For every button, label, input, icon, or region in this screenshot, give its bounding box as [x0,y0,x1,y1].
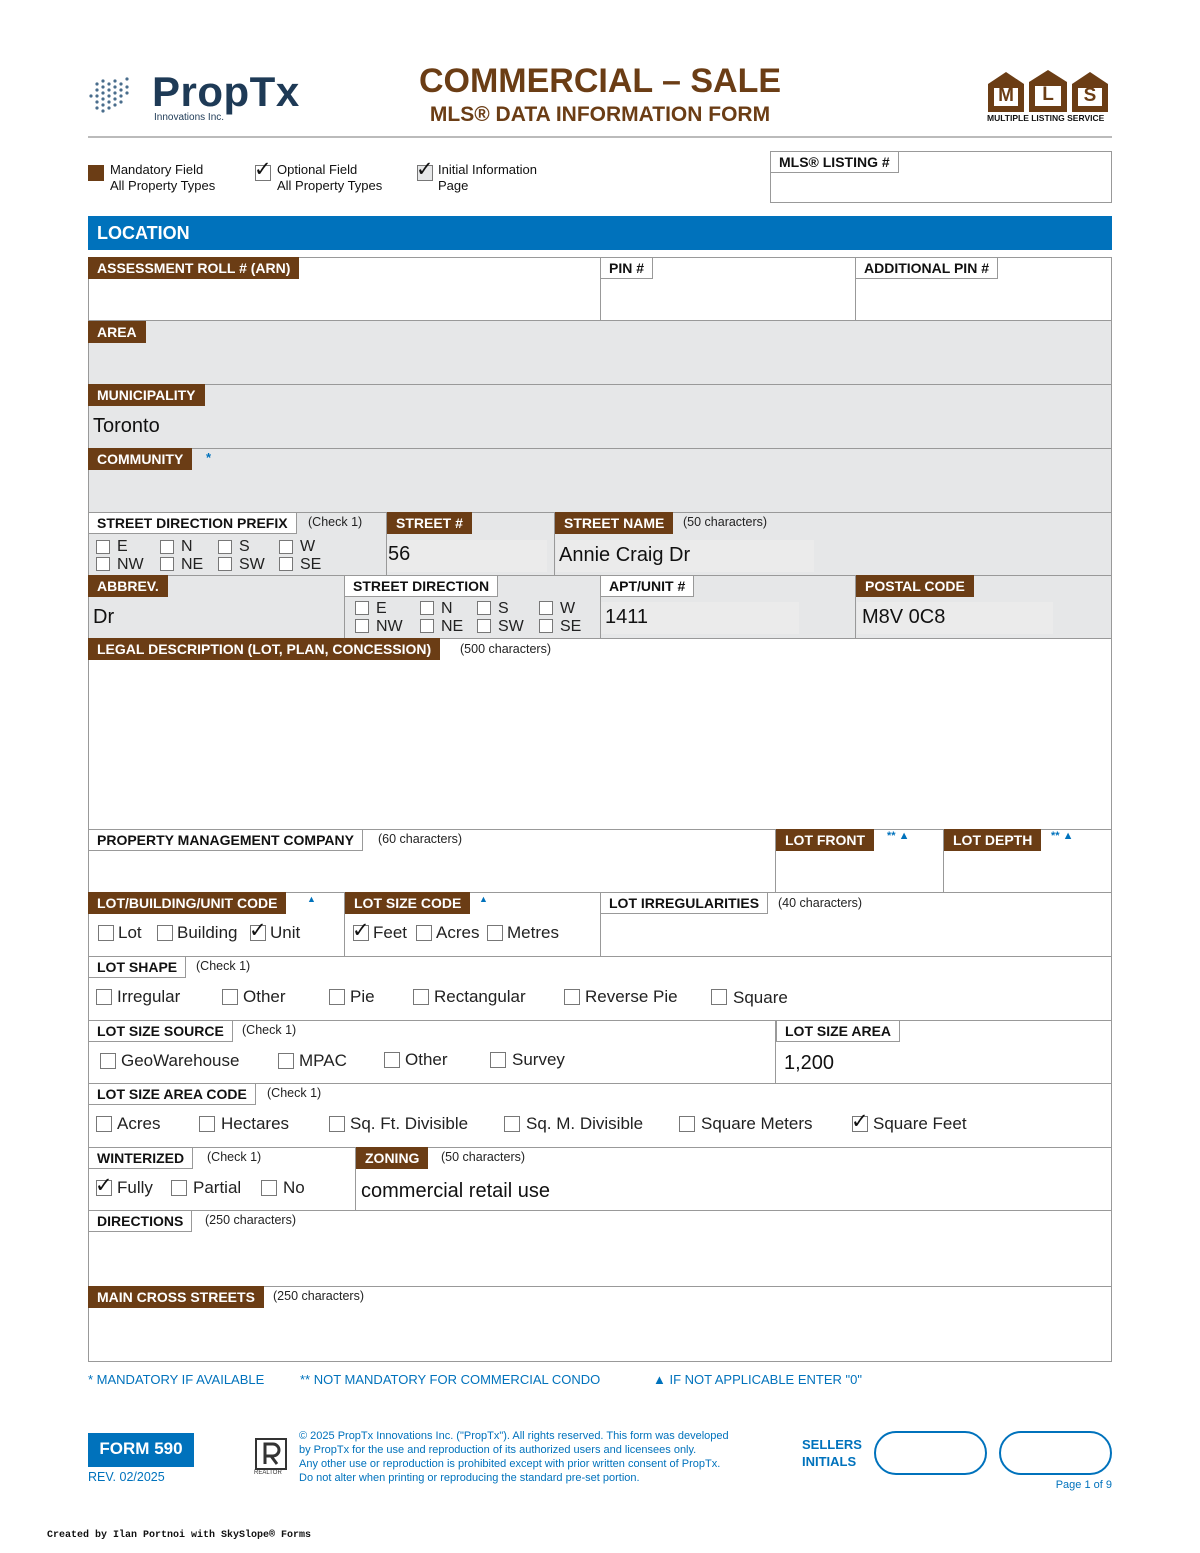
sqm-divisible-checkbox[interactable] [504,1116,520,1132]
dir-s-label: S [498,600,509,617]
partial-checkbox[interactable] [171,1180,187,1196]
square-meters-checkbox[interactable] [679,1116,695,1132]
realtor-caption: REALTOR [254,1470,282,1476]
page-number: Page 1 of 9 [1055,1479,1112,1491]
mls-letter-l: L [1042,84,1054,105]
prop-mgmt-note: (60 characters) [378,832,463,846]
abbrev-value[interactable]: Dr [93,606,115,628]
lot-checkbox[interactable] [98,925,114,941]
prop-mgmt-label: PROPERTY MANAGEMENT COMPANY [88,829,363,851]
realtor-logo [254,1438,288,1478]
dir-se-label: SE [560,618,582,635]
irregular-label: Irregular [117,987,181,1006]
apt-unit-value[interactable]: 1411 [605,606,649,628]
square-feet-label: Square Feet [873,1114,967,1133]
logo-sub: Innovations Inc. [154,112,225,123]
zoning-note: (50 characters) [441,1150,526,1164]
zoning-label: ZONING [356,1147,428,1169]
prefix-dir-se-label: SE [300,556,322,573]
prefix-dir-se-checkbox[interactable] [279,557,293,571]
lot-front-label: LOT FRONT [776,829,874,851]
footnote-not-mandatory: ** NOT MANDATORY FOR COMMERCIAL CONDO [300,1372,601,1387]
source-other-checkbox[interactable] [384,1052,400,1068]
pie-label: Pie [350,987,375,1006]
copyright-line-3: Any other use or reproduction is prohibited except with prior written consent of PropTx. [299,1458,721,1470]
legend-initial-1: Initial Information [438,162,537,177]
square-meters-label: Square Meters [701,1114,813,1133]
dir-w-checkbox[interactable] [539,601,553,615]
street-num-label: STREET # [387,512,472,534]
acres-checkbox-label: Acres [436,923,480,942]
municipality-label: MUNICIPALITY [88,384,205,406]
location-section-title: LOCATION [97,223,190,243]
copyright-line-2: by PropTx for the use and reproduction of its authorized users and licensees only. [299,1444,697,1456]
legal-desc-label: LEGAL DESCRIPTION (LOT, PLAN, CONCESSION) [88,638,440,660]
survey-checkbox[interactable] [490,1052,506,1068]
legend-mandatory-2: All Property Types [110,178,216,193]
lot-depth-mark: ** ▲ [1051,830,1074,842]
legend-initial-2: Page [438,178,469,193]
feet-checkmark-icon: ✓ [352,919,370,942]
reverse-pie-label: Reverse Pie [585,987,678,1006]
logo-name: PropTx [152,68,300,115]
survey-label: Survey [512,1050,565,1069]
dir-sw-checkbox[interactable] [477,619,491,633]
dir-n-checkbox[interactable] [420,601,434,615]
prefix-dir-n-checkbox[interactable] [160,540,174,554]
square-feet-checkmark-icon: ✓ [851,1110,869,1133]
code-acres-checkbox[interactable] [96,1116,112,1132]
dir-n-label: N [441,600,453,617]
legal-desc-cell[interactable] [88,638,1112,830]
prefix-dir-ne-checkbox[interactable] [160,557,174,571]
geowarehouse-checkbox[interactable] [100,1053,116,1069]
legend-mandatory-1: Mandatory Field [110,162,204,177]
main-cross-label: MAIN CROSS STREETS [88,1286,264,1308]
mls-logo [985,70,1113,126]
sqft-divisible-checkbox[interactable] [329,1116,345,1132]
code-acres-label: Acres [117,1114,161,1133]
dir-ne-label: NE [441,618,464,635]
directions-label: DIRECTIONS [88,1210,192,1232]
prefix-dir-sw-checkbox[interactable] [218,557,232,571]
pie-checkbox[interactable] [329,989,345,1005]
prefix-dir-e-label: E [117,538,128,555]
reverse-pie-checkbox[interactable] [564,989,580,1005]
sqm-divisible-label: Sq. M. Divisible [526,1114,644,1133]
unit-checkbox-label: Unit [270,923,301,942]
feet-checkbox-label: Feet [373,923,408,942]
dots-logo-icon [88,76,132,116]
shape-other-label: Other [243,987,286,1006]
partial-label: Partial [193,1178,242,1197]
header-rule [88,136,1112,138]
lot-size-code-mark: ▲ [479,894,488,904]
dir-s-checkbox[interactable] [477,601,491,615]
street-num-value[interactable]: 56 [388,543,411,565]
lot-irregularities-label: LOT IRREGULARITIES [600,892,768,914]
community-label: COMMUNITY [88,448,192,470]
sellers-initials-label-2: INITIALS [802,1454,857,1469]
lot-size-area-code-label: LOT SIZE AREA CODE [88,1083,256,1105]
rectangular-checkbox[interactable] [413,989,429,1005]
prefix-dir-sw-label: SW [239,556,265,573]
lot-shape-label: LOT SHAPE [88,956,186,978]
unit-checkmark-icon: ✓ [249,919,267,942]
additional-pin-label: ADDITIONAL PIN # [855,257,998,279]
lot-depth-label: LOT DEPTH [944,829,1041,851]
square-checkbox[interactable] [711,989,727,1005]
sellers-initials-label-1: SELLERS [802,1437,862,1452]
street-dir-prefix-note: (Check 1) [308,515,363,529]
street-num-field[interactable] [387,540,547,572]
postal-code-label: POSTAL CODE [856,575,974,597]
source-other-label: Other [405,1050,448,1069]
dir-ne-checkbox[interactable] [420,619,434,633]
metres-checkbox-label: Metres [507,923,559,942]
street-direction-label: STREET DIRECTION [344,575,498,597]
directions-note: (250 characters) [205,1213,297,1227]
prefix-dir-s-label: S [239,538,250,555]
fully-label: Fully [117,1178,153,1197]
winterized-label: WINTERIZED [88,1147,193,1169]
lot-size-source-label: LOT SIZE SOURCE [88,1020,233,1042]
winterized-note: (Check 1) [207,1150,262,1164]
building-checkbox[interactable] [157,925,173,941]
prefix-dir-n-label: N [181,538,193,555]
dir-e-label: E [376,600,387,617]
hectares-checkbox[interactable] [199,1116,215,1132]
postal-code-value[interactable]: M8V 0C8 [862,606,946,628]
community-cell[interactable] [88,448,1112,513]
municipality-value[interactable]: Toronto [93,415,160,437]
lot-size-area-code-note: (Check 1) [267,1086,322,1100]
hectares-label: Hectares [221,1114,290,1133]
geowarehouse-label: GeoWarehouse [121,1051,240,1070]
sqft-divisible-label: Sq. Ft. Divisible [350,1114,469,1133]
prefix-dir-ne-label: NE [181,556,204,573]
lot-bldg-code-label: LOT/BUILDING/UNIT CODE [88,892,286,914]
fully-checkmark-icon: ✓ [95,1174,113,1197]
apt-unit-label: APT/UNIT # [600,575,694,597]
proptx-logo [88,68,308,126]
mls-listing-label: MLS® LISTING # [770,151,899,173]
dir-e-checkbox[interactable] [355,601,369,615]
metres-checkbox[interactable] [487,925,503,941]
prefix-dir-w-label: W [300,538,316,555]
location-section-bar [88,216,1112,250]
main-cross-note: (250 characters) [273,1289,365,1303]
realtor-r-icon [255,1438,287,1470]
created-by: Created by Ilan Portnoi with SkySlope® Forms [47,1530,312,1541]
prefix-dir-s-checkbox[interactable] [218,540,232,554]
mls-letter-m: M [998,85,1014,106]
optional-checkmark-icon: ✓ [254,158,272,181]
dir-se-checkbox[interactable] [539,619,553,633]
street-dir-prefix-label: STREET DIRECTION PREFIX [88,512,297,534]
square-label: Square [733,988,788,1007]
legend-optional-1: Optional Field [277,162,358,177]
copyright-line-4: Do not alter when printing or reproducing the standard pre-set portion. [299,1472,640,1484]
prefix-dir-nw-label: NW [117,556,144,573]
sellers-initials-box-1[interactable] [874,1431,987,1475]
acres-checkbox[interactable] [416,925,432,941]
lot-size-code-label: LOT SIZE CODE [345,892,470,914]
lot-size-area-label: LOT SIZE AREA [776,1020,900,1042]
abbrev-label: ABBREV. [88,575,168,597]
page-title: COMMERCIAL – SALE [418,62,782,100]
lot-checkbox-label: Lot [118,923,142,942]
prefix-dir-e-checkbox[interactable] [96,540,110,554]
lot-size-area-value[interactable]: 1,200 [784,1052,835,1074]
zoning-value[interactable]: commercial retail use [361,1180,550,1202]
lot-front-mark: ** ▲ [887,830,910,842]
legend-optional-2: All Property Types [277,178,383,193]
footnote-enter-zero: ▲ IF NOT APPLICABLE ENTER "0" [653,1372,862,1387]
lot-size-source-note: (Check 1) [242,1023,297,1037]
dir-nw-checkbox[interactable] [355,619,369,633]
pin-label: PIN # [600,257,653,279]
lot-shape-note: (Check 1) [196,959,251,973]
street-name-value[interactable]: Annie Craig Dr [559,544,691,566]
street-name-note: (50 characters) [683,515,768,529]
prefix-dir-nw-checkbox[interactable] [96,557,110,571]
lot-bldg-code-mark: ▲ [307,894,316,904]
dir-nw-label: NW [376,618,403,635]
prefix-dir-w-checkbox[interactable] [279,540,293,554]
municipality-cell[interactable] [88,384,1112,449]
legal-desc-note: (500 characters) [460,642,552,656]
rectangular-label: Rectangular [434,987,526,1006]
footnote-mandatory: * MANDATORY IF AVAILABLE [88,1372,265,1387]
arn-label: ASSESSMENT ROLL # (ARN) [88,257,299,279]
lot-irregularities-note: (40 characters) [778,896,863,910]
mpac-label: MPAC [299,1051,347,1070]
street-name-label: STREET NAME [555,512,673,534]
area-label: AREA [88,321,146,343]
dir-w-label: W [560,600,576,617]
community-star: * [206,450,212,465]
mandatory-swatch [88,165,104,181]
form-revision: REV. 02/2025 [88,1470,165,1484]
building-checkbox-label: Building [177,923,238,942]
copyright-line-1: © 2025 PropTx Innovations Inc. ("PropTx"). All rights reserved. This form was developed [299,1430,729,1442]
mls-caption: MULTIPLE LISTING SERVICE [987,113,1105,123]
mls-letter-s: S [1083,85,1097,106]
no-checkbox[interactable] [261,1180,277,1196]
dir-sw-label: SW [498,618,524,635]
page-subtitle: MLS® DATA INFORMATION FORM [429,103,771,126]
initial-checkmark-icon: ✓ [416,158,434,181]
area-cell[interactable] [88,320,1112,385]
irregular-checkbox[interactable] [96,989,112,1005]
sellers-initials-box-2[interactable] [999,1431,1112,1475]
shape-other-checkbox[interactable] [222,989,238,1005]
mpac-checkbox[interactable] [278,1053,294,1069]
no-label: No [283,1178,305,1197]
form-number: FORM 590 [99,1439,183,1458]
